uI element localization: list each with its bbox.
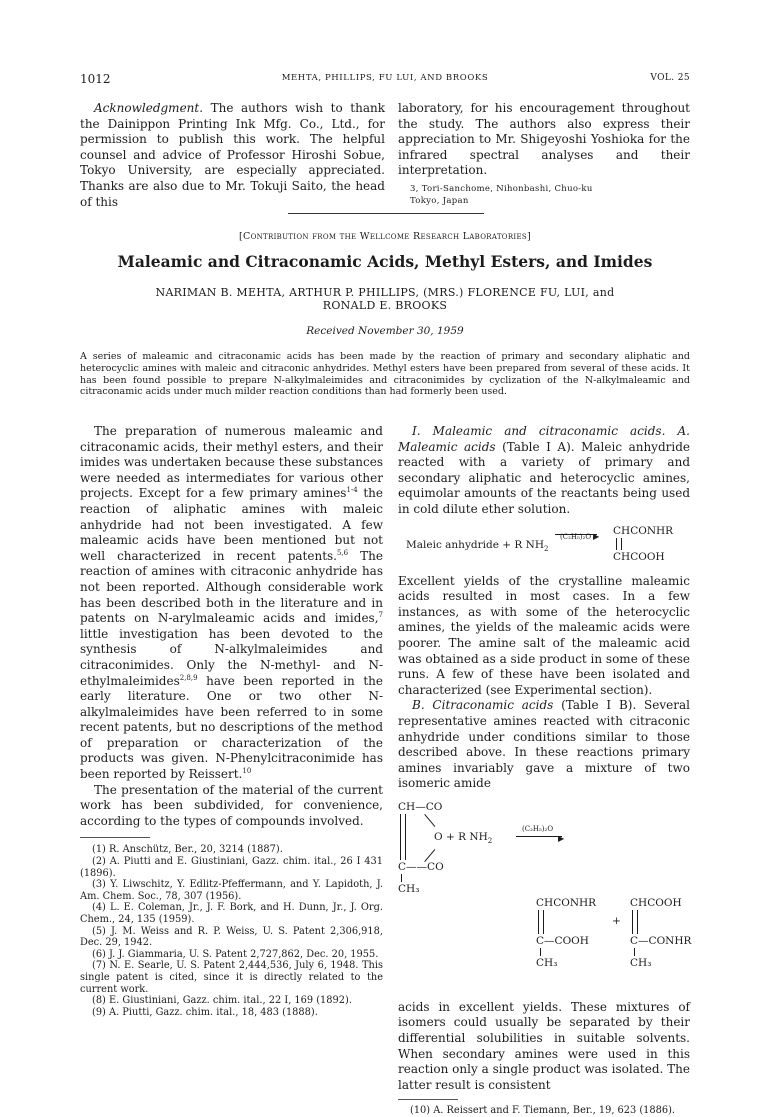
abstract: A series of maleamic and citraconamic acids has been made by the reaction of primary and secondary aliphatic and heterocyclic amines with maleic and citraconic anhydrides. Methyl esters have been prepared from several of these acids. It has been found possible to prepare N-alkylmaleimides and citraconimides by cyclization of the N-alkylmaleamic and citraconamic acids under much milder reaction conditions than had formerly been used. [80,351,690,398]
footnote: (9) A. Piutti, Gazz. chim. ital., 18, 483 (1888). [92,1006,318,1018]
footnote: (4) L. E. Coleman, Jr., J. F. Bork, and H. Dunn, Jr., J. Org. Chem., 24, 135 (1959). [80,902,383,925]
footnote: (8) E. Giustiniani, Gazz. chim. ital., 22 I, 169 (1892). [92,995,352,1007]
eq2-ring-oxygen: O [434,830,443,843]
eq2-arrow [516,836,562,837]
author-list [120,286,650,312]
running-header [80,72,690,86]
eq2-amine: + R $NH_2$ [446,830,493,845]
equation-maleamic [398,524,690,564]
eq1-double-bond [616,538,622,550]
section-2-paragraph: B. Citraconamic acids (Table I B). Several representative amines reacted with citraconic anhydride under conditions similar to those described above. In these reactions primary amines invariably gave a mixture of two isomeric amide [398,698,690,791]
eq2-product1-methyl: CH₃ [536,956,558,969]
eq1-reactants: Maleic anhydride + R $NH_2$ [406,538,549,553]
right-footnote [398,1099,690,1117]
acknowledgment-right [398,101,690,207]
eq1-condition: (C₂H₅)₂O [560,532,592,541]
eq1-product-top: CHCONHR [613,524,674,537]
acknowledgment-left [80,101,385,210]
eq2-ring-double-bond [400,814,406,860]
equation-citraconamic [398,800,690,996]
right-footnote-rule [398,1099,458,1100]
eq2-plus: + [612,914,621,927]
address-line-2: Tokyo, Japan [410,195,469,206]
intro-paragraph-1: The preparation of numerous maleamic and citraconamic acids, their methyl esters, and their imides was undertaken because these substances were needed as intermediates for various other projects. Except for a few primary amines$^{1-4}$ the reaction of aliphatic amines with maleic anhydride had not been investigated. A few maleamic acids have been mentioned but not well characterized in recent patents.$^{5,6}$ The reaction of amines with citraconic anhydride has not been reported. Although considerable work has been described both in the literature and in patents on N-arylmaleamic acids and imides,$^7$ little investigation has been devoted to the synthesis of N-alkylmaleimides and citraconimides. Only the N-methyl- and N-ethylmaleimides$^{2,8,9}$ have been reported in the early literature. One or two other N-alkylmaleimides have been referred to in some recent patents, but no descriptions of the method of preparation or characterization of the products was given. N-Phenylcitraconimide has been reported by Reissert.$^{10}$ [80,424,384,782]
eq2-ring-methyl: CH₃ [398,882,420,895]
yield-paragraph: Excellent yields of the crystalline maleamic acids resulted in most cases. In a few instances, as with some of the heterocyclic amines, the yields of the maleamic acids were poorer. The amine salt of the maleamic acid was obtained as a side product in some of these runs. A few of these have been isolated and characterized (see Experimental section). [398,573,690,697]
eq2-methyl-bond [401,874,402,882]
eq2-product2-methyl: CH₃ [630,956,652,969]
section-divider [288,213,484,214]
eq2-product1-methyl-bond [540,948,541,956]
footnote: (7) N. E. Searle, U. S. Patent 2,444,536, July 6, 1948. This single patent is cited, since it is directly related to the current work. [80,960,383,995]
eq2-product1-double-bond [538,910,544,934]
eq2-condition: (C₂H₅)₂O [522,824,554,833]
intro-paragraph-2: The presentation of the material of the current work has been subdivided, for convenience, according to the types of compounds involved. [80,782,383,828]
right-column [398,424,690,1117]
authors-line-2: RONALD E. BROOKS [322,299,448,312]
acknowledgment-continued: laboratory, for his encouragement throughout the study. The authors also express their appreciation to Mr. Shigeyoshi Yoshioka for the infrared spectral analyses and their interpretation. [398,101,690,178]
eq2-product1-bottom: C—COOH [536,934,589,947]
eq1-arrow-head: ▶ [593,531,600,541]
footnote-rule [80,837,150,838]
eq2-product2-top: CHCOOH [630,896,682,909]
footnote: (2) A. Piutti and E. Giustiniani, Gazz. chim. ital., 26 I 431 (1896). [80,856,383,879]
eq2-product2-double-bond [632,910,638,934]
author-address [398,183,690,207]
section-2-heading: B. Citraconamic acids [412,698,554,713]
left-column [80,424,383,1018]
running-title: MEHTA, PHILLIPS, FU LUI, AND BROOKS [281,73,489,83]
footnote: (6) J. J. Giammaria, U. S. Patent 2,727,862, Dec. 20, 1955. [92,948,379,960]
received-date: Received November 30, 1959 [306,325,464,337]
section-1-paragraph: I. Maleamic and citraconamic acids. A. Maleamic acids (Table I A). Maleic anhydride reacted with a variety of primary and secondary aliphatic and heterocyclic amines, equimolar amounts of the reactants being used in cold dilute ether solution. [398,424,691,516]
eq2-product2-methyl-bond [634,948,635,956]
eq1-product-bottom: CHCOOH [613,550,665,563]
authors-line-1: NARIMAN B. MEHTA, ARTHUR P. PHILLIPS, (MRS.) FLORENCE FU, LUI, and [155,286,615,299]
address-line-1: 3, Tori-Sanchome, Nihonbashi, Chuo-ku [410,183,593,194]
acknowledgment-text: The authors wish to thank the Dainippon Printing Ink Mfg. Co., Ltd., for permission to publish this work. The helpful counsel and advice of Professor Hiroshi Sobue, Tokyo University, are especially appreciated. Thanks are also due to Mr. Tokuji Saito, the head of this [80,101,385,209]
volume-label: VOL. 25 [650,73,690,83]
section-1-heading: I. Maleamic and citraconamic acids. A. Maleamic acids [398,424,690,454]
eq2-product2-bottom: C—CONHR [630,934,692,947]
contribution-line: [Contribution from the Wellcome Research Laboratories] [239,231,531,242]
isomer-paragraph: acids in excellent yields. These mixtures of isomers could usually be separated by their differential solubilities in suitable solvents. When secondary amines were used in this reaction only a single product was isolated. The latter result is consistent [398,999,690,1092]
footnote: (5) J. M. Weiss and R. P. Weiss, U. S. Patent 2,306,918, Dec. 29, 1942. [80,925,383,949]
footnote: (1) R. Anschütz, Ber., 20, 3214 (1887). [92,844,283,856]
article-title: Maleamic and Citraconamic Acids, Methyl Esters, and Imides [117,252,653,271]
footnote: (3) Y. Liwschitz, Y. Edlitz-Pfeffermann, and Y. Lapidoth, J. Am. Chem. Soc., 78, 307 (1956). [80,879,383,902]
page-number: 1012 [80,72,111,86]
eq1-arrow [555,534,597,535]
footnote: (10) A. Reissert and F. Tiemann, Ber., 19, 623 (1886). [410,1105,676,1117]
eq2-ring-carbon: C——CO [398,860,444,873]
eq2-ring-top: CH—CO [398,800,443,813]
acknowledgment-label: Acknowledgment. [94,101,204,115]
footnotes [80,844,383,1018]
eq2-arrow-head: ▶ [558,833,565,843]
eq2-product1-top: CHCONHR [536,896,597,909]
